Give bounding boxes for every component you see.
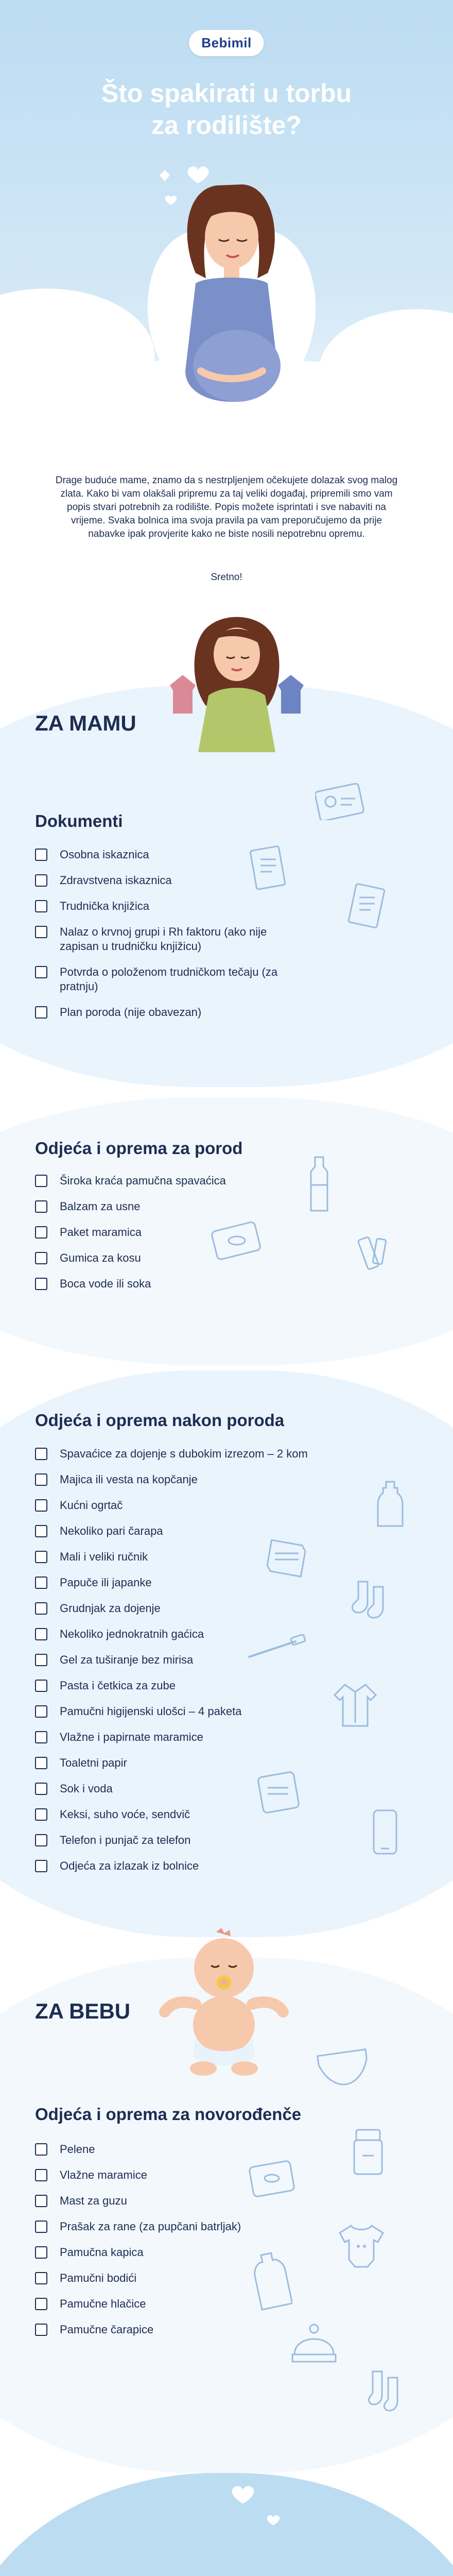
checkbox[interactable]	[35, 2221, 47, 2233]
checklist-item[interactable]: Mast za guzu	[35, 2194, 303, 2208]
checklist-item[interactable]: Nekoliko jednokratnih gaćica	[35, 1627, 354, 1641]
toothbrush-icon	[246, 1634, 308, 1665]
title-line-1: Što spakirati u torbu	[101, 79, 352, 108]
wipes-pack-icon	[210, 1221, 264, 1262]
checkbox[interactable]	[35, 1499, 47, 1512]
powder-bottle-icon	[251, 2250, 292, 2312]
checklist-item[interactable]: Grudnjak za dojenje	[35, 1601, 354, 1616]
heart-icon	[230, 2484, 256, 2506]
after-birth-checklist	[35, 1447, 354, 1885]
checkbox[interactable]	[35, 2195, 47, 2207]
diaper-icon	[315, 2044, 372, 2089]
checkbox[interactable]	[35, 1628, 47, 1640]
checklist-item[interactable]: Nalaz o krvnoj grupi i Rh faktoru (ako nije zapisan u trudničku knjižicu)	[35, 925, 313, 954]
intro-paragraph: Drage buduće mame, znamo da s nestrpljenjem očekujete dolazak svog malog zlata. Kako bi vam olakšali pripremu za taj veliki događaj, pripremili smo vam popis stvari potrebnih za rodilište. Popis možete isprintati i sve nabaviti na vrijeme. Svaka bolnica ima svoja pravila pa vam preporučujemo da prije nabavke ipak provjerite kako ne biste nosili nepotrebnu opremu.	[55, 475, 398, 539]
checklist-item[interactable]: Majica ili vesta na kopčanje	[35, 1472, 354, 1487]
checklist-item[interactable]: Telefon i punjač za telefon	[35, 1833, 354, 1848]
heart-icon	[164, 195, 178, 206]
checklist-item[interactable]: Gel za tuširanje bez mirisa	[35, 1653, 354, 1667]
after-birth-title: Odjeća i oprema nakon poroda	[35, 1411, 285, 1430]
checklist-item[interactable]: Toaletni papir	[35, 1756, 354, 1770]
baby-bodysuit-icon	[336, 2221, 387, 2272]
bottle-icon	[305, 1154, 334, 1216]
document-icon	[346, 882, 389, 931]
checkbox[interactable]	[35, 1731, 47, 1743]
towel-icon	[262, 1533, 313, 1584]
checklist-item[interactable]: Paket maramica	[35, 1225, 303, 1240]
checkbox[interactable]	[35, 1680, 47, 1692]
checkbox[interactable]	[35, 1525, 47, 1537]
page-title	[0, 77, 453, 141]
checkbox[interactable]	[35, 1757, 47, 1769]
checklist-item[interactable]: Pamučna kapica	[35, 2245, 303, 2260]
checkbox[interactable]	[35, 2298, 47, 2310]
checkbox[interactable]	[35, 1175, 47, 1187]
heart-icon	[185, 165, 211, 185]
checkbox[interactable]	[35, 1551, 47, 1563]
checkbox[interactable]	[35, 1252, 47, 1264]
socks-icon	[348, 1577, 395, 1624]
checkbox[interactable]	[35, 1473, 47, 1486]
checklist-item[interactable]: Pamučni bodići	[35, 2271, 303, 2285]
brand-logo[interactable]: Bebimil	[189, 30, 264, 56]
checkbox[interactable]	[35, 1448, 47, 1460]
checklist-item[interactable]: Vlažne maramice	[35, 2168, 303, 2182]
closing-text: Sretno!	[211, 572, 242, 583]
checkbox[interactable]	[35, 926, 47, 938]
checklist-item[interactable]: Odjeća za izlazak iz bolnice	[35, 1859, 354, 1873]
checkbox[interactable]	[35, 1278, 47, 1290]
wipes-pack-icon	[254, 1767, 306, 1819]
checkbox[interactable]	[35, 1006, 47, 1019]
id-card-icon	[315, 783, 364, 820]
mother-with-baby-clothes-illustration	[160, 608, 314, 762]
lip-balm-icon	[355, 1218, 391, 1275]
title-line-2: za rodilište?	[151, 111, 302, 140]
checkbox[interactable]	[35, 1783, 47, 1795]
checklist-item[interactable]: Široka kraća pamučna spavaćica	[35, 1174, 303, 1188]
checkbox[interactable]	[35, 1654, 47, 1666]
checkbox[interactable]	[35, 2324, 47, 2336]
checklist-item[interactable]: Spavaćice za dojenje s dubokim izrezom – 2 kom	[35, 1447, 354, 1461]
checkbox[interactable]	[35, 1200, 47, 1213]
cream-jar-icon	[350, 2127, 386, 2178]
mother-holding-baby-illustration	[108, 2483, 345, 2576]
checkbox[interactable]	[35, 966, 47, 978]
checklist-item[interactable]: Trudnička knjižica	[35, 899, 313, 913]
baby-illustration	[154, 1927, 293, 2081]
birth-gear-title: Odjeća i oprema za porod	[35, 1139, 243, 1158]
checkbox[interactable]	[35, 2246, 47, 2259]
checkbox[interactable]	[35, 1705, 47, 1718]
checkbox[interactable]	[35, 1602, 47, 1615]
checkbox[interactable]	[35, 2272, 47, 2284]
documents-title: Dokumenti	[35, 811, 123, 831]
newborn-gear-title: Odjeća i oprema za novorođenče	[35, 2105, 302, 2124]
checkbox[interactable]	[35, 1834, 47, 1846]
checklist-item[interactable]: Potvrda o položenom trudničkom tečaju (za pratnju)	[35, 965, 313, 994]
checklist-item[interactable]: Boca vode ili soka	[35, 1277, 303, 1291]
checklist-item[interactable]: Pasta i četkica za zube	[35, 1679, 354, 1693]
baby-hat-icon	[288, 2318, 340, 2366]
checklist-item[interactable]: Plan poroda (nije obavezan)	[35, 1005, 313, 1020]
bebu-heading: ZA BEBU	[35, 1999, 131, 2023]
checklist-item[interactable]: Kućni ogrtač	[35, 1498, 354, 1513]
checkbox[interactable]	[35, 1860, 47, 1872]
checklist-item[interactable]: Zdravstvena iskaznica	[35, 873, 313, 888]
checklist-item[interactable]: Gumica za kosu	[35, 1251, 303, 1265]
checklist-item[interactable]: Pamučne hlačice	[35, 2297, 303, 2311]
bathrobe-icon	[329, 1680, 381, 1731]
document-icon	[248, 845, 289, 894]
checklist-item[interactable]: Pelene	[35, 2142, 303, 2157]
checklist-item[interactable]: Prašak za rane (za pupčani batrljak)	[35, 2219, 303, 2234]
baby-socks-icon	[367, 2367, 408, 2419]
phone-icon	[370, 1807, 400, 1857]
checklist-item[interactable]: Pamučne čarapice	[35, 2323, 303, 2337]
checklist-item[interactable]: Vlažne i papirnate maramice	[35, 1730, 354, 1744]
checklist-item[interactable]: Sok i voda	[35, 1782, 354, 1796]
checkbox[interactable]	[35, 1226, 47, 1239]
checkbox[interactable]	[35, 1577, 47, 1589]
checkbox[interactable]	[35, 2169, 47, 2181]
shower-gel-icon	[375, 1479, 406, 1530]
checkbox[interactable]	[35, 1808, 47, 1821]
checklist-item[interactable]: Papuče ili japanke	[35, 1575, 354, 1590]
checklist-item[interactable]: Osobna iskaznica	[35, 848, 313, 862]
wipes-pack-icon	[247, 2158, 299, 2204]
checkbox[interactable]	[35, 900, 47, 912]
checklist-item[interactable]: Keksi, suho voće, sendvič	[35, 1807, 354, 1822]
checklist-item[interactable]: Balzam za usne	[35, 1199, 303, 1214]
checklist-item[interactable]: Pamučni higijenski ulošci – 4 paketa	[35, 1704, 354, 1719]
checkbox[interactable]	[35, 874, 47, 887]
checklist-item[interactable]: Nekoliko pari čarapa	[35, 1524, 354, 1538]
mama-heading: ZA MAMU	[35, 711, 136, 735]
checkbox[interactable]	[35, 2143, 47, 2156]
heart-icon	[266, 2514, 281, 2527]
checkbox[interactable]	[35, 849, 47, 861]
checklist-item[interactable]: Mali i veliki ručnik	[35, 1550, 354, 1564]
